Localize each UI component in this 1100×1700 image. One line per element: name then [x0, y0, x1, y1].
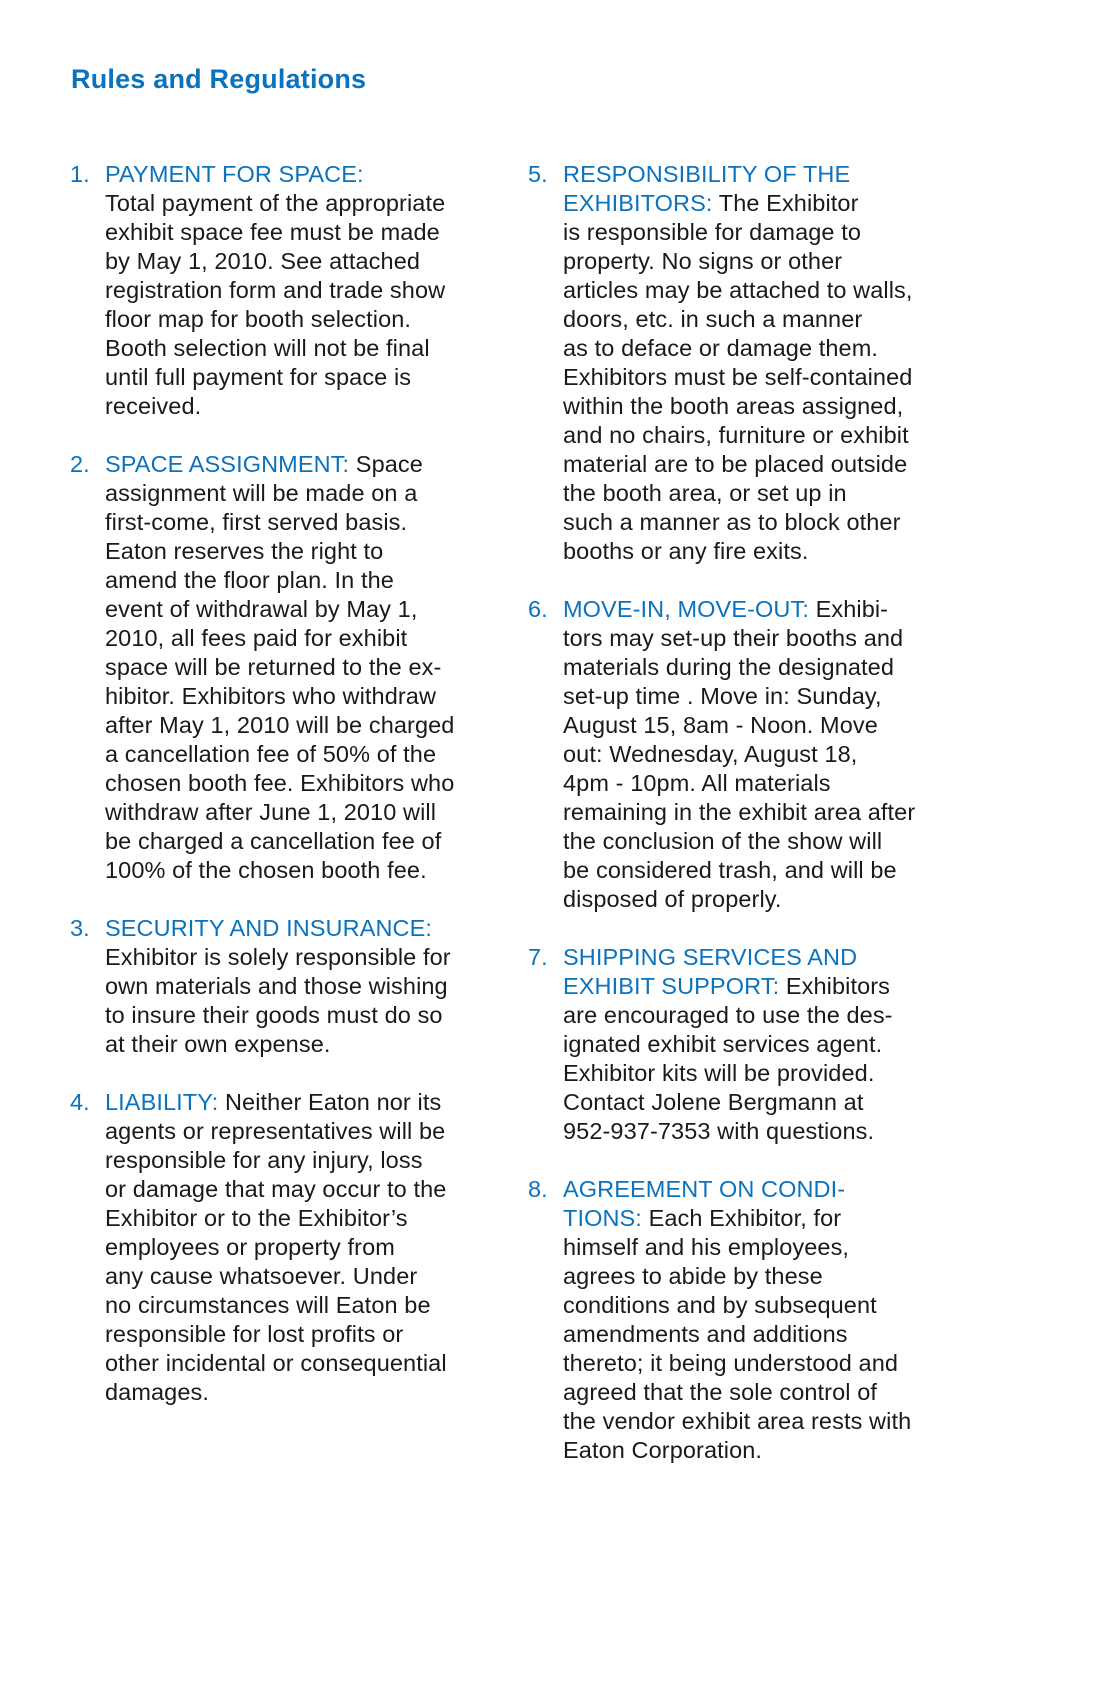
rule-line: August 15, 8am - Noon. Move — [563, 712, 878, 738]
rule-line: Exhibitor is solely responsible for — [105, 944, 451, 970]
rule-line: as to deface or damage them. — [563, 335, 879, 361]
rule-line: no circumstances will Eaton be — [105, 1292, 431, 1318]
rule-line: other incidental or consequential — [105, 1350, 447, 1376]
rule-item-move-in-move-out — [528, 595, 958, 914]
rule-line: received. — [105, 393, 202, 419]
rule-line: employees or property from — [105, 1234, 395, 1260]
rule-number: 2. — [70, 451, 90, 477]
rule-number: 8. — [528, 1176, 548, 1202]
rule-line: Eaton Corporation. — [563, 1437, 763, 1463]
rule-heading: SPACE ASSIGNMENT: — [105, 451, 350, 477]
rule-line: damages. — [105, 1379, 210, 1405]
rule-line: disposed of properly. — [563, 886, 782, 912]
rule-line: 952-937-7353 with questions. — [563, 1118, 875, 1144]
rule-line: Exhibi- — [808, 596, 889, 622]
rule-line: responsible for lost profits or — [105, 1321, 404, 1347]
rule-line: to insure their goods must do so — [105, 1002, 443, 1028]
left-column — [70, 160, 500, 1436]
rule-item-shipping-services — [528, 943, 958, 1146]
rule-line: Exhibitor kits will be provided. — [563, 1060, 875, 1086]
rule-line: 4pm - 10pm. All materials — [563, 770, 831, 796]
rule-item-agreement-on-conditions — [528, 1175, 958, 1465]
rule-line: Each Exhibitor, for — [641, 1205, 842, 1231]
rule-line: any cause whatsoever. Under — [105, 1263, 418, 1289]
rule-item-payment-for-space — [70, 160, 500, 421]
rule-item-security-and-insurance — [70, 914, 500, 1059]
rule-heading: EXHIBIT SUPPORT: — [563, 973, 780, 999]
rule-line: remaining in the exhibit area after — [563, 799, 916, 825]
rule-line: amendments and additions — [563, 1321, 848, 1347]
rule-line: the conclusion of the show will — [563, 828, 883, 854]
rule-line: property. No signs or other — [563, 248, 843, 274]
rule-item-liability — [70, 1088, 500, 1407]
rule-line: Total payment of the appropriate — [105, 190, 446, 216]
rule-line: the booth area, or set up in — [563, 480, 847, 506]
rule-line: ignated exhibit services agent. — [563, 1031, 883, 1057]
rule-number: 4. — [70, 1089, 90, 1115]
rule-line: after May 1, 2010 will be charged — [105, 712, 455, 738]
rule-heading: AGREEMENT ON CONDI- — [563, 1176, 846, 1202]
rule-line: Neither Eaton nor its — [218, 1089, 442, 1115]
rule-number: 3. — [70, 915, 90, 941]
rule-line: space will be returned to the ex- — [105, 654, 442, 680]
rule-line: Exhibitors — [779, 973, 891, 999]
rule-item-responsibility-of-exhibitors — [528, 160, 958, 566]
rule-line: agreed that the sole control of — [563, 1379, 878, 1405]
rule-line: amend the floor plan. In the — [105, 567, 394, 593]
rule-line: Exhibitor or to the Exhibitor’s — [105, 1205, 408, 1231]
rule-line: by May 1, 2010. See attached — [105, 248, 421, 274]
rule-line: the vendor exhibit area rests with — [563, 1408, 912, 1434]
rule-line: doors, etc. in such a manner — [563, 306, 863, 332]
rule-line: event of withdrawal by May 1, — [105, 596, 418, 622]
rule-line: within the booth areas assigned, — [563, 393, 904, 419]
rule-line: himself and his employees, — [563, 1234, 850, 1260]
rule-number: 1. — [70, 161, 90, 187]
rule-line: chosen booth fee. Exhibitors who — [105, 770, 455, 796]
rule-line: Eaton reserves the right to — [105, 538, 384, 564]
rule-line: own materials and those wishing — [105, 973, 448, 999]
rule-heading: SHIPPING SERVICES AND — [563, 944, 858, 970]
rule-line: registration form and trade show — [105, 277, 446, 303]
rule-line: Booth selection will not be final — [105, 335, 430, 361]
rule-line: thereto; it being understood and — [563, 1350, 899, 1376]
rule-line: a cancellation fee of 50% of the — [105, 741, 437, 767]
rule-line: first-come, first served basis. — [105, 509, 408, 535]
rule-line: hibitor. Exhibitors who withdraw — [105, 683, 437, 709]
rule-line: exhibit space fee must be made — [105, 219, 440, 245]
rule-line: assignment will be made on a — [105, 480, 418, 506]
rule-line: at their own expense. — [105, 1031, 331, 1057]
rule-line: and no chairs, furniture or exhibit — [563, 422, 909, 448]
rule-line: or damage that may occur to the — [105, 1176, 447, 1202]
rule-line: Contact Jolene Bergmann at — [563, 1089, 864, 1115]
rule-heading: EXHIBITORS: — [563, 190, 713, 216]
rule-line: be charged a cancellation fee of — [105, 828, 442, 854]
page-title: Rules and Regulations — [71, 64, 367, 94]
rule-line: Exhibitors must be self-contained — [563, 364, 913, 390]
rule-line: floor map for booth selection. — [105, 306, 412, 332]
rule-line: materials during the designated — [563, 654, 894, 680]
rule-line: Space — [349, 451, 423, 477]
rule-line: set-up time . Move in: Sunday, — [563, 683, 882, 709]
rule-line: until full payment for space is — [105, 364, 412, 390]
rule-heading: MOVE-IN, MOVE-OUT: — [563, 596, 809, 622]
rule-heading: RESPONSIBILITY OF THE — [563, 161, 851, 187]
rule-heading: LIABILITY: — [105, 1089, 219, 1115]
rule-heading: SECURITY AND INSURANCE: — [105, 915, 433, 941]
rule-number: 6. — [528, 596, 548, 622]
rule-line: articles may be attached to walls, — [563, 277, 913, 303]
rule-line: 2010, all fees paid for exhibit — [105, 625, 408, 651]
rule-heading: PAYMENT FOR SPACE: — [105, 161, 364, 187]
rule-line: withdraw after June 1, 2010 will — [105, 799, 437, 825]
rule-line: are encouraged to use the des- — [563, 1002, 893, 1028]
rule-line: be considered trash, and will be — [563, 857, 897, 883]
rule-line: responsible for any injury, loss — [105, 1147, 423, 1173]
right-column — [528, 160, 958, 1494]
rule-line: booths or any fire exits. — [563, 538, 809, 564]
rule-line: such a manner as to block other — [563, 509, 901, 535]
rule-line: agrees to abide by these — [563, 1263, 823, 1289]
rule-line: material are to be placed outside — [563, 451, 908, 477]
rule-line: agents or representatives will be — [105, 1118, 446, 1144]
rule-line: tors may set-up their booths and — [563, 625, 904, 651]
rule-item-space-assignment — [70, 450, 500, 885]
rule-number: 7. — [528, 944, 548, 970]
rule-line: 100% of the chosen booth fee. — [105, 857, 427, 883]
rule-number: 5. — [528, 161, 548, 187]
rule-line: out: Wednesday, August 18, — [563, 741, 858, 767]
rule-line: is responsible for damage to — [563, 219, 862, 245]
rule-line: conditions and by subsequent — [563, 1292, 877, 1318]
rule-line: The Exhibitor — [712, 190, 859, 216]
rule-heading: TIONS: — [563, 1205, 642, 1231]
